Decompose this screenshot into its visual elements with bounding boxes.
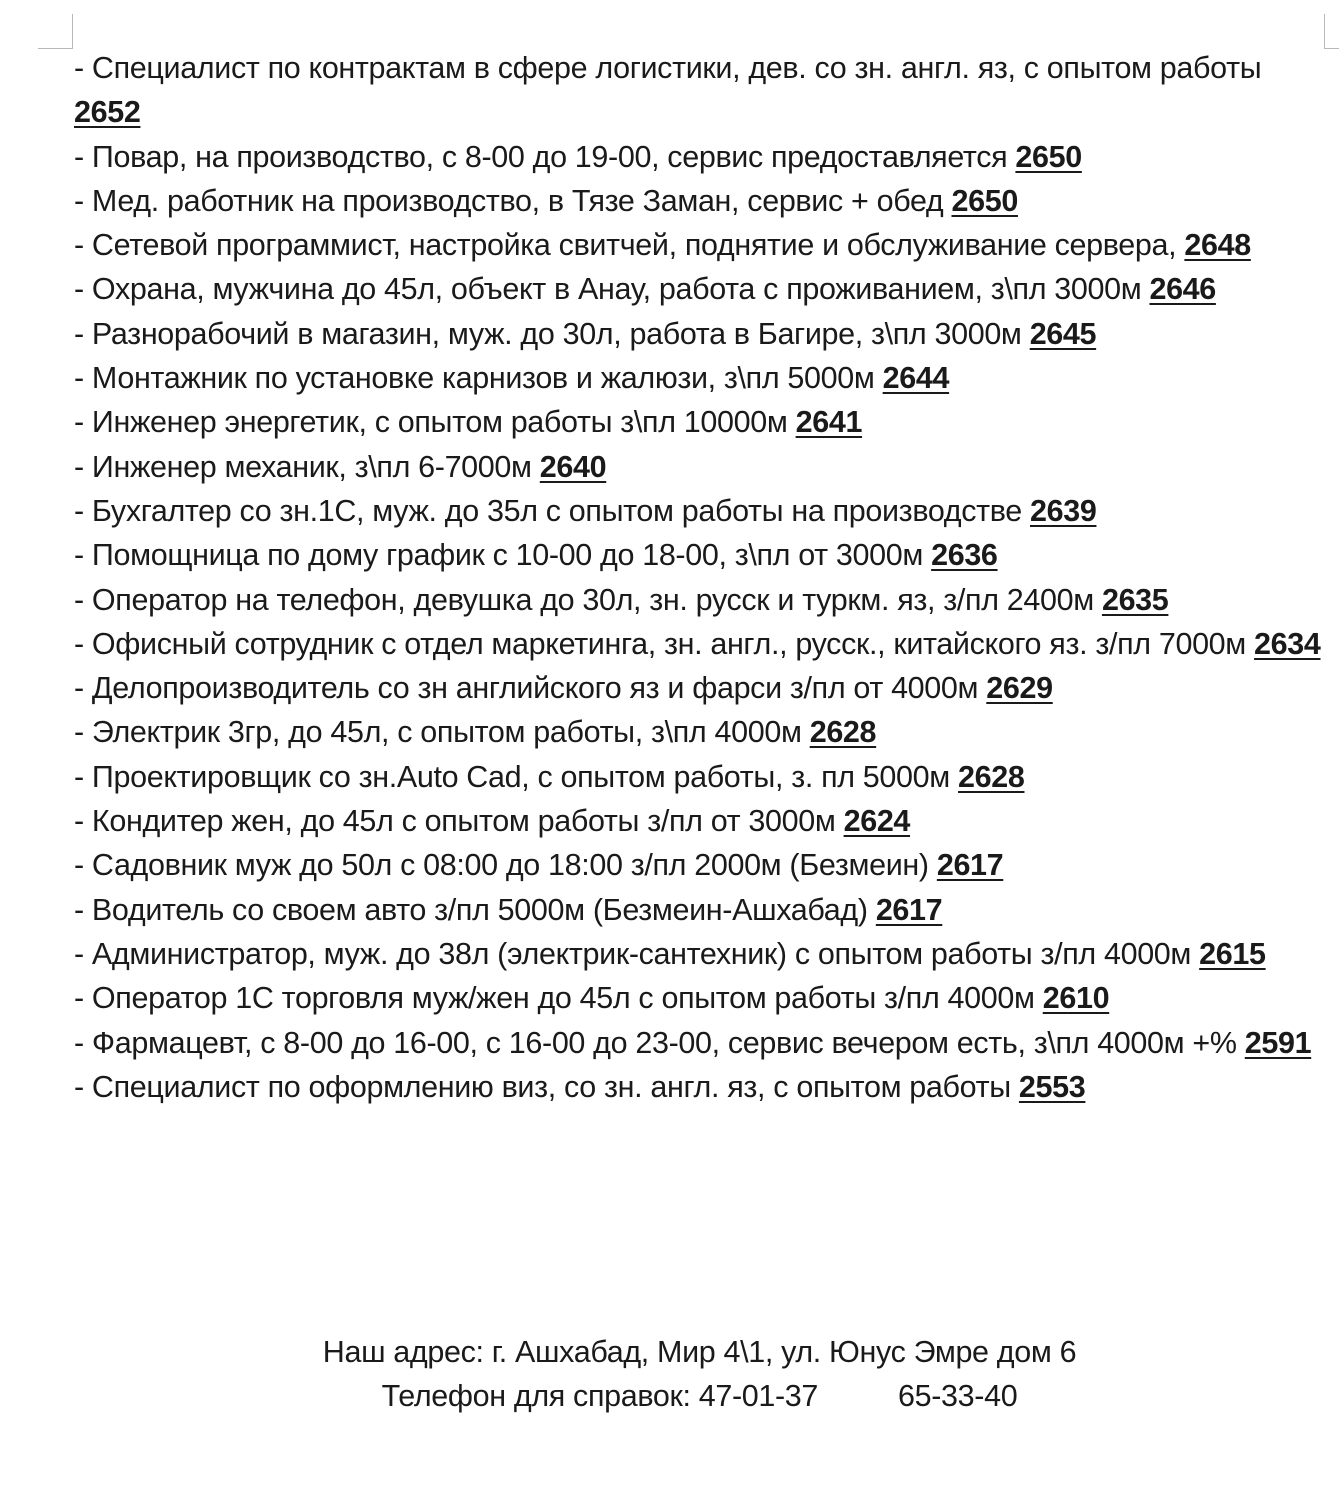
contact-address: Наш адрес: г. Ашхабад, Мир 4\1, ул. Юнус Эмре дом 6 — [322, 1335, 1077, 1369]
job-listing — [74, 46, 1324, 135]
job-code: 2640 — [539, 449, 607, 484]
job-description: - Оператор на телефон, девушка до 30л, зн. русск и туркм. яз, з/пл 2400м — [74, 582, 1094, 617]
job-listing — [74, 1021, 1324, 1065]
job-listing — [74, 932, 1324, 976]
job-listing — [74, 179, 1324, 223]
job-code: 2652 — [74, 95, 141, 130]
phone-number-2: 65-33-40 — [898, 1379, 1018, 1413]
job-code: 2641 — [795, 405, 863, 440]
job-listing — [74, 1065, 1324, 1109]
job-description: - Монтажник по установке карнизов и жалюзи, з\пл 5000м — [74, 361, 875, 396]
job-listing — [74, 312, 1324, 356]
job-listing — [74, 356, 1324, 400]
job-code: 2635 — [1101, 582, 1169, 617]
job-description: - Садовник муж до 50л с 08:00 до 18:00 з/пл 2000м (Безмеин) — [74, 848, 929, 883]
job-description: - Бухгалтер со зн.1С, муж. до 35л с опытом работы на производстве — [74, 493, 1022, 528]
job-code: 2648 — [1184, 228, 1251, 263]
job-description: - Офисный сотрудник с отдел маркетинга, зн. англ., русск., китайского яз. з/пл 7000м — [74, 626, 1246, 661]
job-description: - Разнорабочий в магазин, муж. до 30л, работа в Багире, з\пл 3000м — [74, 316, 1022, 351]
job-code: 2624 — [843, 804, 911, 839]
job-listing — [74, 622, 1324, 666]
job-description: - Проектировщик со зн.Auto Cad, с опытом работы, з. пл 5000м — [74, 759, 950, 794]
job-code: 2644 — [882, 361, 950, 396]
job-description: - Фармацевт, с 8-00 до 16-00, с 16-00 до 23-00, сервис вечером есть, з\пл 4000м +% — [74, 1025, 1237, 1060]
job-listing — [74, 223, 1324, 267]
job-code: 2591 — [1244, 1025, 1312, 1060]
job-listing — [74, 445, 1324, 489]
job-description: - Специалист по оформлению виз, со зн. англ. яз, с опытом работы — [74, 1069, 1011, 1104]
job-description: - Электрик 3гр, до 45л, с опытом работы, з\пл 4000м — [74, 715, 802, 750]
job-description: - Специалист по контрактам в сфере логистики, дев. со зн. англ. яз, с опытом работы — [74, 51, 1262, 85]
job-code: 2650 — [951, 183, 1018, 218]
job-listing — [74, 533, 1324, 577]
job-listing — [74, 843, 1324, 887]
job-description: - Помощница по дому график с 10-00 до 18-00, з\пл от 3000м — [74, 538, 923, 573]
job-code: 2628 — [809, 715, 877, 750]
job-listings — [74, 46, 1324, 1109]
job-description: - Водитель со своем авто з/пл 5000м (Безмеин-Ашхабад) — [74, 892, 868, 927]
job-code: 2553 — [1018, 1069, 1086, 1104]
job-listing — [74, 400, 1324, 444]
job-listing — [74, 489, 1324, 533]
page-corner-mark-top-right — [1324, 14, 1339, 49]
job-code: 2636 — [931, 538, 998, 573]
job-code: 2615 — [1199, 936, 1266, 971]
contact-phones — [0, 1374, 1339, 1418]
job-listing — [74, 578, 1324, 622]
job-description: - Охрана, мужчина до 45л, объект в Анау, работа с проживанием, з\пл 3000м — [74, 272, 1142, 307]
job-code: 2628 — [958, 759, 1025, 794]
job-description: - Мед. работник на производство, в Тязе Заман, сервис + обед — [74, 183, 944, 218]
job-code: 2610 — [1042, 981, 1110, 1016]
job-code: 2639 — [1030, 493, 1097, 528]
job-description: - Повар, на производство, с 8-00 до 19-00, сервис предоставляется — [74, 139, 1008, 174]
job-listing — [74, 976, 1324, 1020]
job-description: - Инженер энергетик, с опытом работы з\пл 10000м — [74, 405, 788, 440]
job-code: 2645 — [1029, 316, 1097, 351]
job-listing — [74, 666, 1324, 710]
job-description: - Делопроизводитель со зн английского яз и фарси з/пл от 4000м — [74, 671, 979, 706]
job-code: 2650 — [1015, 139, 1082, 174]
job-listing — [74, 135, 1324, 179]
page-corner-mark-top-left — [38, 14, 73, 49]
job-listing — [74, 888, 1324, 932]
job-description: - Сетевой программист, настройка свитчей, поднятие и обслуживание сервера, — [74, 228, 1177, 263]
job-description: - Инженер механик, з\пл 6-7000м — [74, 449, 532, 484]
job-code: 2617 — [936, 848, 1004, 883]
job-listing — [74, 267, 1324, 311]
job-code: 2617 — [875, 892, 943, 927]
phone-label: Телефон для справок: 47-01-37 — [381, 1379, 819, 1413]
job-code: 2629 — [986, 671, 1053, 706]
job-code: 2634 — [1254, 626, 1321, 661]
job-description: - Администратор, муж. до 38л (электрик-сантехник) с опытом работы з/пл 4000м — [74, 936, 1192, 971]
job-code: 2646 — [1149, 272, 1216, 307]
job-description: - Оператор 1С торговля муж/жен до 45л с опытом работы з/пл 4000м — [74, 981, 1035, 1016]
job-description: - Кондитер жен, до 45л с опытом работы з/пл от 3000м — [74, 804, 836, 839]
job-listing — [74, 799, 1324, 843]
job-listing — [74, 710, 1324, 754]
job-listing — [74, 755, 1324, 799]
